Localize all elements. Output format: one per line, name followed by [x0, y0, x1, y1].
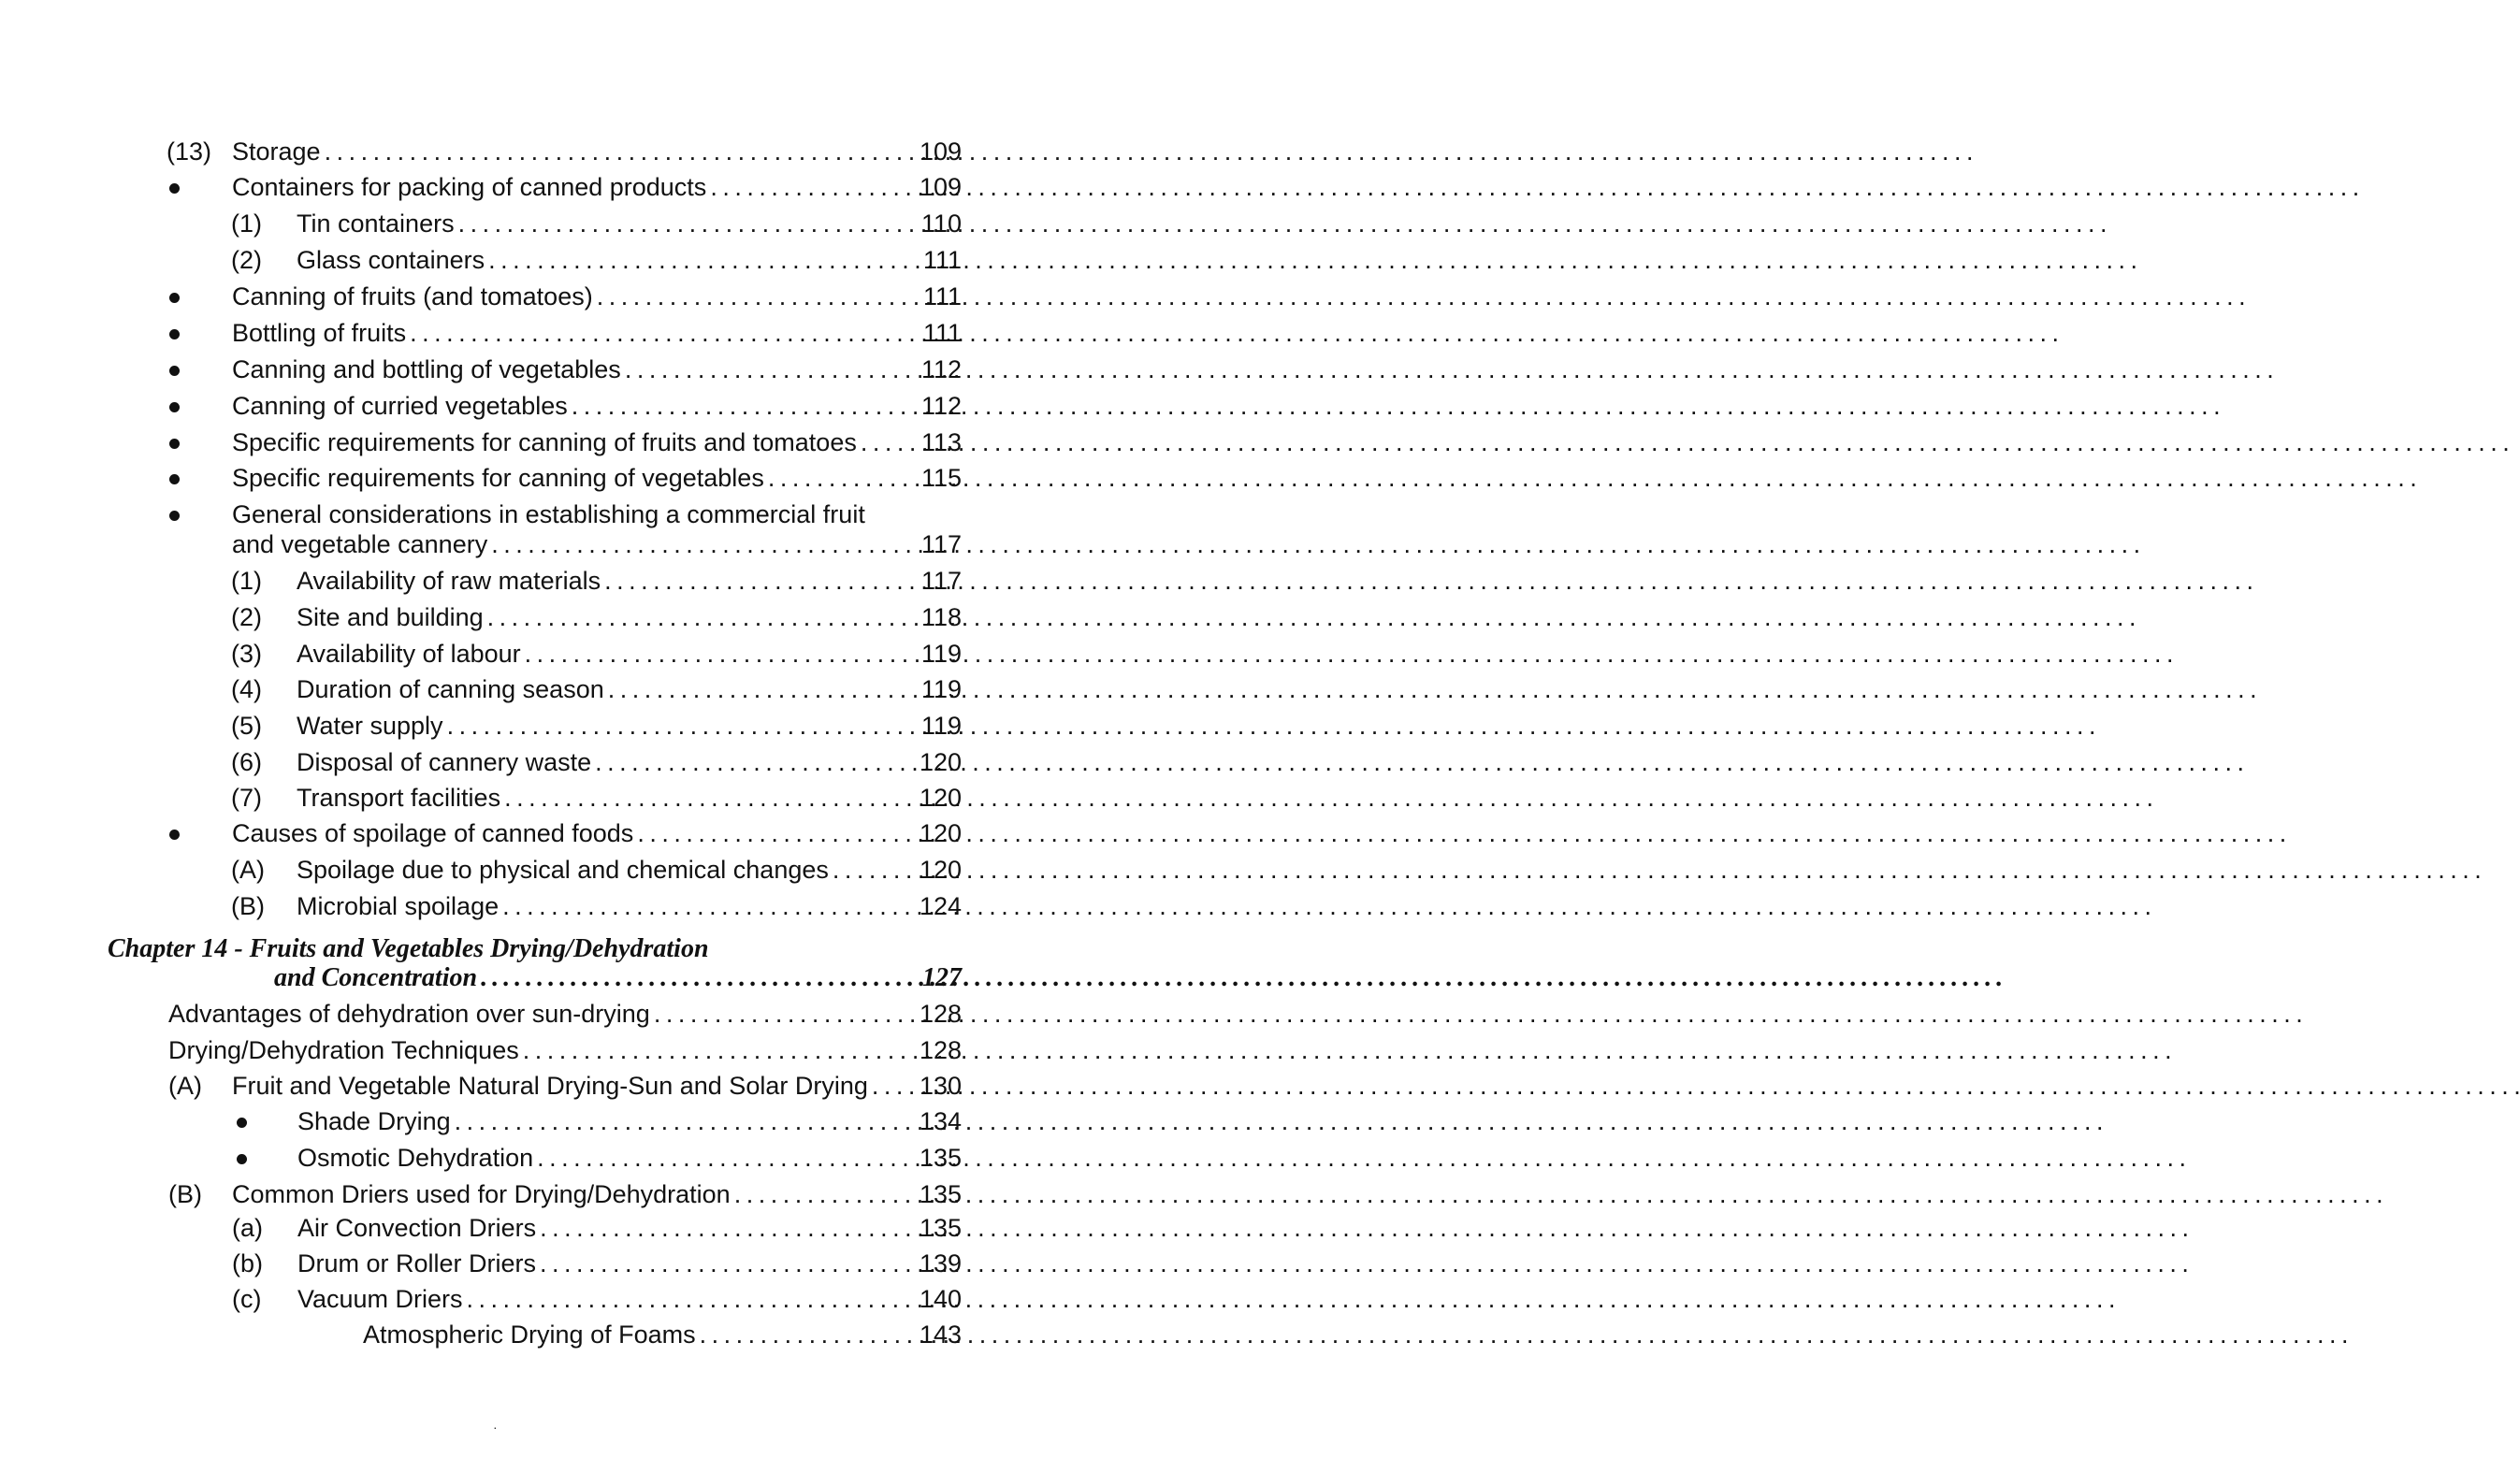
dot-leader — [700, 1319, 904, 1350]
page-number: 118 — [920, 603, 962, 631]
entry-number: (7) — [231, 784, 262, 812]
entry-number: (b) — [232, 1249, 263, 1277]
entry-title: Osmotic Dehydration — [297, 1144, 534, 1172]
entry-number: (2) — [231, 603, 262, 631]
table-of-contents — [0, 0, 1088, 1472]
dot-leader — [325, 136, 904, 167]
page-number: 119 — [920, 640, 962, 668]
bullet-icon — [169, 830, 180, 840]
page-number: 109 — [919, 137, 962, 166]
toc-entry — [234, 1142, 962, 1174]
entry-title: Containers for packing of canned products — [232, 173, 707, 201]
page-number: 130 — [919, 1072, 962, 1100]
dot-leader — [833, 854, 904, 886]
toc-entry — [167, 317, 962, 349]
entry-title: Microbial spoilage — [297, 892, 500, 920]
page-number: 110 — [920, 209, 962, 238]
entry-title: Transport facilities — [297, 784, 501, 812]
bullet-icon — [237, 1118, 247, 1128]
toc-entry — [232, 1283, 962, 1315]
page-number: 111 — [922, 282, 962, 310]
entry-title: Water supply — [297, 712, 443, 740]
dot-leader — [637, 817, 904, 849]
dot-leader — [872, 1070, 904, 1102]
dot-leader — [481, 962, 904, 994]
page-number: 120 — [919, 856, 962, 884]
dot-leader — [540, 1248, 904, 1279]
entry-title: Fruit and Vegetable Natural Drying-Sun and Solar Drying — [232, 1072, 868, 1100]
toc-entry — [231, 782, 962, 814]
page-number: 112 — [920, 392, 962, 420]
entry-number: (a) — [232, 1214, 263, 1242]
dot-leader — [487, 601, 904, 633]
page-number: 124 — [919, 892, 962, 920]
toc-entry — [168, 998, 962, 1030]
toc-entry — [232, 528, 962, 560]
toc-entry — [363, 1319, 962, 1350]
dot-leader — [540, 1212, 904, 1244]
dot-leader — [572, 390, 904, 422]
entry-title: Tin containers — [297, 209, 455, 238]
page-number: 135 — [919, 1214, 962, 1242]
toc-entry — [167, 136, 962, 167]
dot-leader — [502, 890, 904, 922]
dot-leader — [604, 565, 904, 597]
bullet-icon — [169, 474, 180, 484]
bullet-icon — [169, 511, 180, 521]
page-number: 119 — [920, 675, 962, 703]
page-number: 117 — [920, 567, 962, 595]
page-number: 120 — [919, 819, 962, 847]
toc-entry — [167, 390, 962, 422]
dot-leader — [595, 746, 904, 778]
chapter-heading-continuation — [274, 962, 962, 994]
page-number: 111 — [922, 319, 962, 347]
entry-title: Shade Drying — [297, 1107, 451, 1135]
entry-number: (2) — [231, 246, 262, 274]
page-number: 117 — [920, 530, 962, 558]
entry-title: Spoilage due to physical and chemical changes — [297, 856, 829, 884]
entry-number: (B) — [168, 1180, 202, 1208]
entry-number: (B) — [231, 892, 265, 920]
entry-title: and vegetable cannery — [232, 530, 488, 558]
entry-title: Advantages of dehydration over sun-drying — [168, 1000, 650, 1028]
toc-entry — [231, 673, 962, 705]
toc-entry — [167, 354, 962, 385]
entry-title: Drum or Roller Driers — [297, 1249, 537, 1277]
entry-title: Common Driers used for Drying/Dehydration — [232, 1180, 731, 1208]
toc-entry-first-line — [167, 498, 865, 530]
entry-number: (3) — [231, 640, 262, 668]
toc-entry — [168, 1070, 962, 1102]
entry-title: Drying/Dehydration Techniques — [168, 1036, 519, 1064]
entry-title: Causes of spoilage of canned foods — [232, 819, 634, 847]
bullet-icon — [169, 402, 180, 412]
toc-entry — [231, 890, 962, 922]
toc-entry — [231, 854, 962, 886]
toc-entry — [231, 244, 962, 276]
entry-title: Canning and bottling of vegetables — [232, 355, 621, 383]
entry-title: Availability of raw materials — [297, 567, 601, 595]
page-number: 128 — [919, 1036, 962, 1064]
chapter-heading: Chapter 14 - Fruits and Vegetables Drying/Dehydration — [108, 934, 709, 963]
dot-leader — [597, 281, 904, 312]
dot-leader — [608, 673, 904, 705]
dot-leader — [734, 1178, 904, 1210]
entry-title: Vacuum Driers — [297, 1285, 463, 1313]
toc-entry — [167, 817, 962, 849]
dot-leader — [488, 244, 904, 276]
entry-number: (4) — [231, 675, 262, 703]
dot-leader — [491, 528, 904, 560]
entry-number: (1) — [231, 209, 262, 238]
entry-title: Bottling of fruits — [232, 319, 407, 347]
toc-entry — [232, 1212, 962, 1244]
entry-number: (A) — [231, 856, 265, 884]
page-number: 140 — [919, 1285, 962, 1313]
toc-entry — [168, 1034, 962, 1066]
page-number: 115 — [920, 464, 962, 492]
page-number: 119 — [920, 712, 962, 740]
toc-entry — [232, 1248, 962, 1279]
page-number: 134 — [919, 1107, 962, 1135]
entry-title: Availability of labour — [297, 640, 521, 668]
entry-title-line1: General considerations in establishing a commercial fruit — [232, 500, 865, 528]
entry-title: Canning of fruits (and tomatoes) — [232, 282, 593, 310]
page-number: 120 — [919, 748, 962, 776]
entry-title: Duration of canning season — [297, 675, 604, 703]
bullet-icon — [169, 293, 180, 303]
toc-entry — [231, 638, 962, 670]
toc-entry — [234, 1105, 962, 1137]
dot-leader — [525, 638, 904, 670]
dot-leader — [467, 1283, 904, 1315]
dot-leader — [447, 710, 904, 742]
page-number: 128 — [919, 1000, 962, 1028]
toc-entry — [231, 601, 962, 633]
toc-entry — [231, 565, 962, 597]
page-number: 112 — [920, 355, 962, 383]
toc-entry — [168, 1178, 962, 1210]
bullet-icon — [237, 1154, 247, 1164]
dot-leader — [458, 208, 904, 239]
entry-title: Glass containers — [297, 246, 485, 274]
entry-title: Site and building — [297, 603, 484, 631]
dot-leader — [504, 782, 904, 814]
dot-leader — [625, 354, 904, 385]
entry-number: (c) — [232, 1285, 262, 1313]
page-number: 139 — [919, 1249, 962, 1277]
entry-title: Specific requirements for canning of fruits and tomatoes — [232, 428, 857, 456]
toc-entry — [231, 208, 962, 239]
dot-leader — [861, 426, 904, 458]
bullet-icon — [169, 439, 180, 449]
dot-leader — [455, 1105, 904, 1137]
page-number: 135 — [919, 1144, 962, 1172]
entry-number: (13) — [167, 137, 212, 166]
toc-entry — [167, 426, 962, 458]
bullet-icon — [169, 183, 180, 194]
entry-title: Air Convection Driers — [297, 1214, 537, 1242]
dot-leader — [654, 998, 904, 1030]
toc-entry — [167, 171, 962, 203]
page-number: 111 — [922, 246, 962, 274]
dot-leader — [410, 317, 904, 349]
toc-entry — [231, 746, 962, 778]
dot-leader — [537, 1142, 904, 1174]
entry-title: Storage — [232, 137, 321, 166]
page-number: 135 — [919, 1180, 962, 1208]
entry-number: (1) — [231, 567, 262, 595]
entry-number: (6) — [231, 748, 262, 776]
dot-leader — [768, 462, 904, 494]
toc-entry — [231, 710, 962, 742]
entry-title: Canning of curried vegetables — [232, 392, 568, 420]
page-number: 143 — [919, 1320, 962, 1349]
entry-title: Specific requirements for canning of vegetables — [232, 464, 764, 492]
page-number: 120 — [919, 784, 962, 812]
entry-title: Disposal of cannery waste — [297, 748, 592, 776]
chapter-title-line2: and Concentration — [274, 963, 478, 992]
entry-title: Atmospheric Drying of Foams — [363, 1320, 696, 1349]
chapter-page-number: 127 — [922, 963, 962, 992]
dot-leader — [523, 1034, 904, 1066]
bullet-icon — [169, 329, 180, 339]
bullet-icon — [169, 366, 180, 376]
scan-speck: · — [493, 1420, 498, 1435]
toc-entry — [167, 281, 962, 312]
dot-leader — [710, 171, 904, 203]
page-number: 109 — [919, 173, 962, 201]
entry-number: (A) — [168, 1072, 202, 1100]
entry-number: (5) — [231, 712, 262, 740]
page-number: 113 — [920, 428, 962, 456]
toc-entry — [167, 462, 962, 494]
